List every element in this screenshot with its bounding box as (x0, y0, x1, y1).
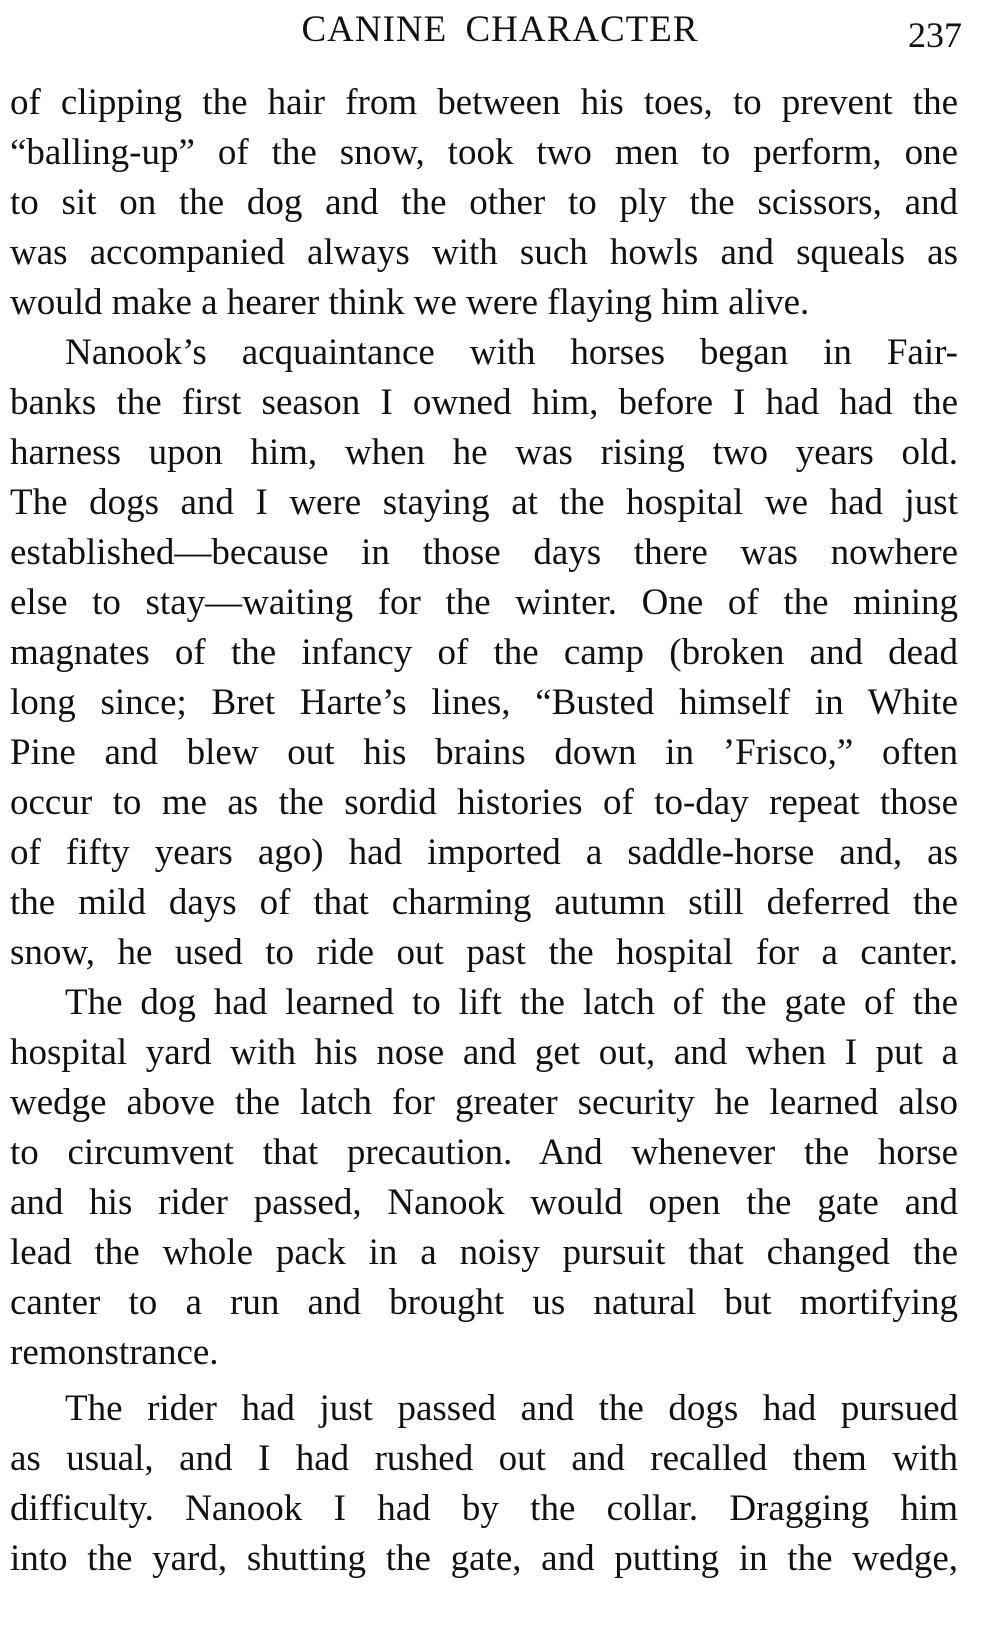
text-line: Nanook’s acquaintance with horses began in Fair- (65, 332, 958, 373)
text-line: remonstrance. (10, 1332, 219, 1373)
text-line: else to stay—waiting for the winter. One of the mining (10, 582, 958, 623)
text-line: snow, he used to ride out past the hospital for a canter. (10, 932, 958, 973)
text-line: was accompanied always with such howls and squeals as (10, 232, 958, 273)
text-line: The dogs and I were staying at the hospital we had just (10, 482, 958, 523)
text-line: harness upon him, when he was rising two years old. (10, 432, 958, 473)
page-header (0, 4, 1000, 54)
text-line: banks the first season I owned him, before I had had the (10, 382, 958, 423)
text-line: lead the whole pack in a noisy pursuit that changed the (10, 1232, 958, 1273)
text-line: as usual, and I had rushed out and recalled them with (10, 1438, 958, 1479)
body-text (10, 78, 958, 1584)
paragraph-1 (10, 78, 958, 328)
text-line: difficulty. Nanook I had by the collar. Dragging him (10, 1488, 958, 1529)
text-line: established—because in those days there was nowhere (10, 532, 958, 573)
paragraph-3 (10, 978, 958, 1378)
text-line: of clipping the hair from between his toes, to prevent the (10, 82, 958, 123)
text-line: the mild days of that charming autumn still deferred the (10, 882, 958, 923)
text-line: long since; Bret Harte’s lines, “Busted himself in White (10, 682, 958, 723)
text-line: The rider had just passed and the dogs had pursued (65, 1388, 958, 1429)
paragraph-2 (10, 328, 958, 978)
text-line: canter to a run and brought us natural but mortifying (10, 1282, 958, 1323)
text-line: and his rider passed, Nanook would open the gate and (10, 1182, 958, 1223)
text-line: The dog had learned to lift the latch of the gate of the (65, 982, 958, 1023)
text-line: of fifty years ago) had imported a saddle-horse and, as (10, 832, 958, 873)
text-line: would make a hearer think we were flaying him alive. (10, 282, 810, 323)
text-line: hospital yard with his nose and get out, and when I put a (10, 1032, 958, 1073)
text-line: Pine and blew out his brains down in ’Frisco,” often (10, 732, 958, 773)
running-head: CANINE CHARACTER (301, 9, 699, 50)
text-line: to sit on the dog and the other to ply the scissors, and (10, 182, 958, 223)
page-number: 237 (908, 15, 962, 55)
text-line: “balling-up” of the snow, took two men to perform, one (10, 132, 958, 173)
text-line: magnates of the infancy of the camp (broken and dead (10, 632, 958, 673)
text-line: to circumvent that precaution. And whenever the horse (10, 1132, 958, 1173)
text-line: into the yard, shutting the gate, and putting in the wedge, (10, 1538, 958, 1579)
text-line: occur to me as the sordid histories of to-day repeat those (10, 782, 958, 823)
paragraph-4 (10, 1384, 958, 1584)
text-line: wedge above the latch for greater security he learned also (10, 1082, 958, 1123)
